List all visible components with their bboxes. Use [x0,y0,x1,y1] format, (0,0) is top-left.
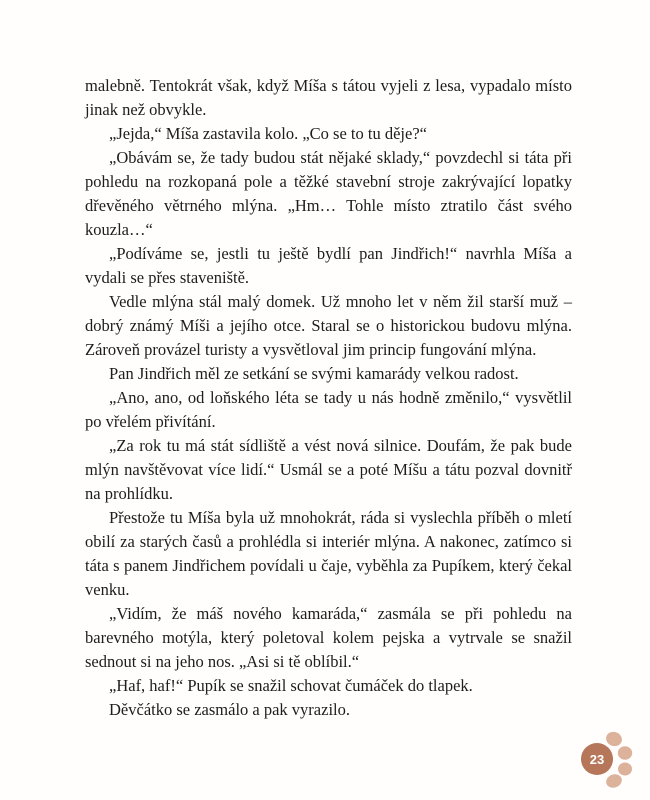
paw-toe [604,772,623,788]
paragraph: Vedle mlýna stál malý domek. Už mnoho let v něm žil starší muž – dobrý známý Míši a jejího otce. Staral se o historickou budovu mlýna. Zároveň provázel turisty a vysvětloval jim princip fungování mlýna. [85,292,572,359]
paragraph: „Podíváme se, jestli tu ještě bydlí pan Jindřich!“ navrhla Míša a vydali se přes staveniště. [85,244,572,287]
page-number: 23 [589,752,605,767]
paw-print-icon [572,730,634,788]
paragraph: malebně. Tentokrát však, když Míša s tátou vyjeli z lesa, vypadalo místo jinak než obvykle. [85,76,572,119]
paragraph: Děvčátko se zasmálo a pak vyrazilo. [109,700,350,719]
paragraph: „Za rok tu má stát sídliště a vést nová silnice. Doufám, že pak bude mlýn navštěvovat více lidí.“ Usmál se a poté Míšu a tátu pozval dovnitř na prohlídku. [85,436,572,503]
paragraph: „Haf, haf!“ Pupík se snažil schovat čumáček do tlapek. [109,676,473,695]
paragraph: „Vidím, že máš nového kamaráda,“ zasmála se při pohledu na barevného motýla, který poletoval kolem pejska a vytrvale se snažil sednout si na jeho nos. „Asi si tě oblíbil.“ [85,604,572,671]
paragraph: Přestože tu Míša byla už mnohokrát, ráda si vyslechla příběh o mletí obilí za starých časů a prohlédla si interiér mlýna. A nakonec, zatímco si táta s panem Jindřichem povídali u čaje, vyběhla za Pupíkem, který čekal venku. [85,508,572,599]
paragraph: Pan Jindřich měl ze setkání se svými kamarády velkou radost. [109,364,519,383]
paw-toe [618,746,632,760]
page-number-paw [572,730,634,788]
paragraph: „Ano, ano, od loňského léta se tady u nás hodně změnilo,“ vysvětlil po vřelém přivítání. [85,388,572,431]
body-text [85,74,572,722]
paragraph: „Jejda,“ Míša zastavila kolo. „Co se to tu děje?“ [109,124,427,143]
paragraph: „Obávám se, že tady budou stát nějaké sklady,“ povzdechl si táta při pohledu na rozkopaná pole a těžké stavební stroje zakrývající lopatky dřevěného větrného mlýna. „Hm… Tohle místo ztratilo část svého kouzla…“ [85,148,572,239]
paw-toe [604,730,624,748]
paw-toe [618,763,632,776]
